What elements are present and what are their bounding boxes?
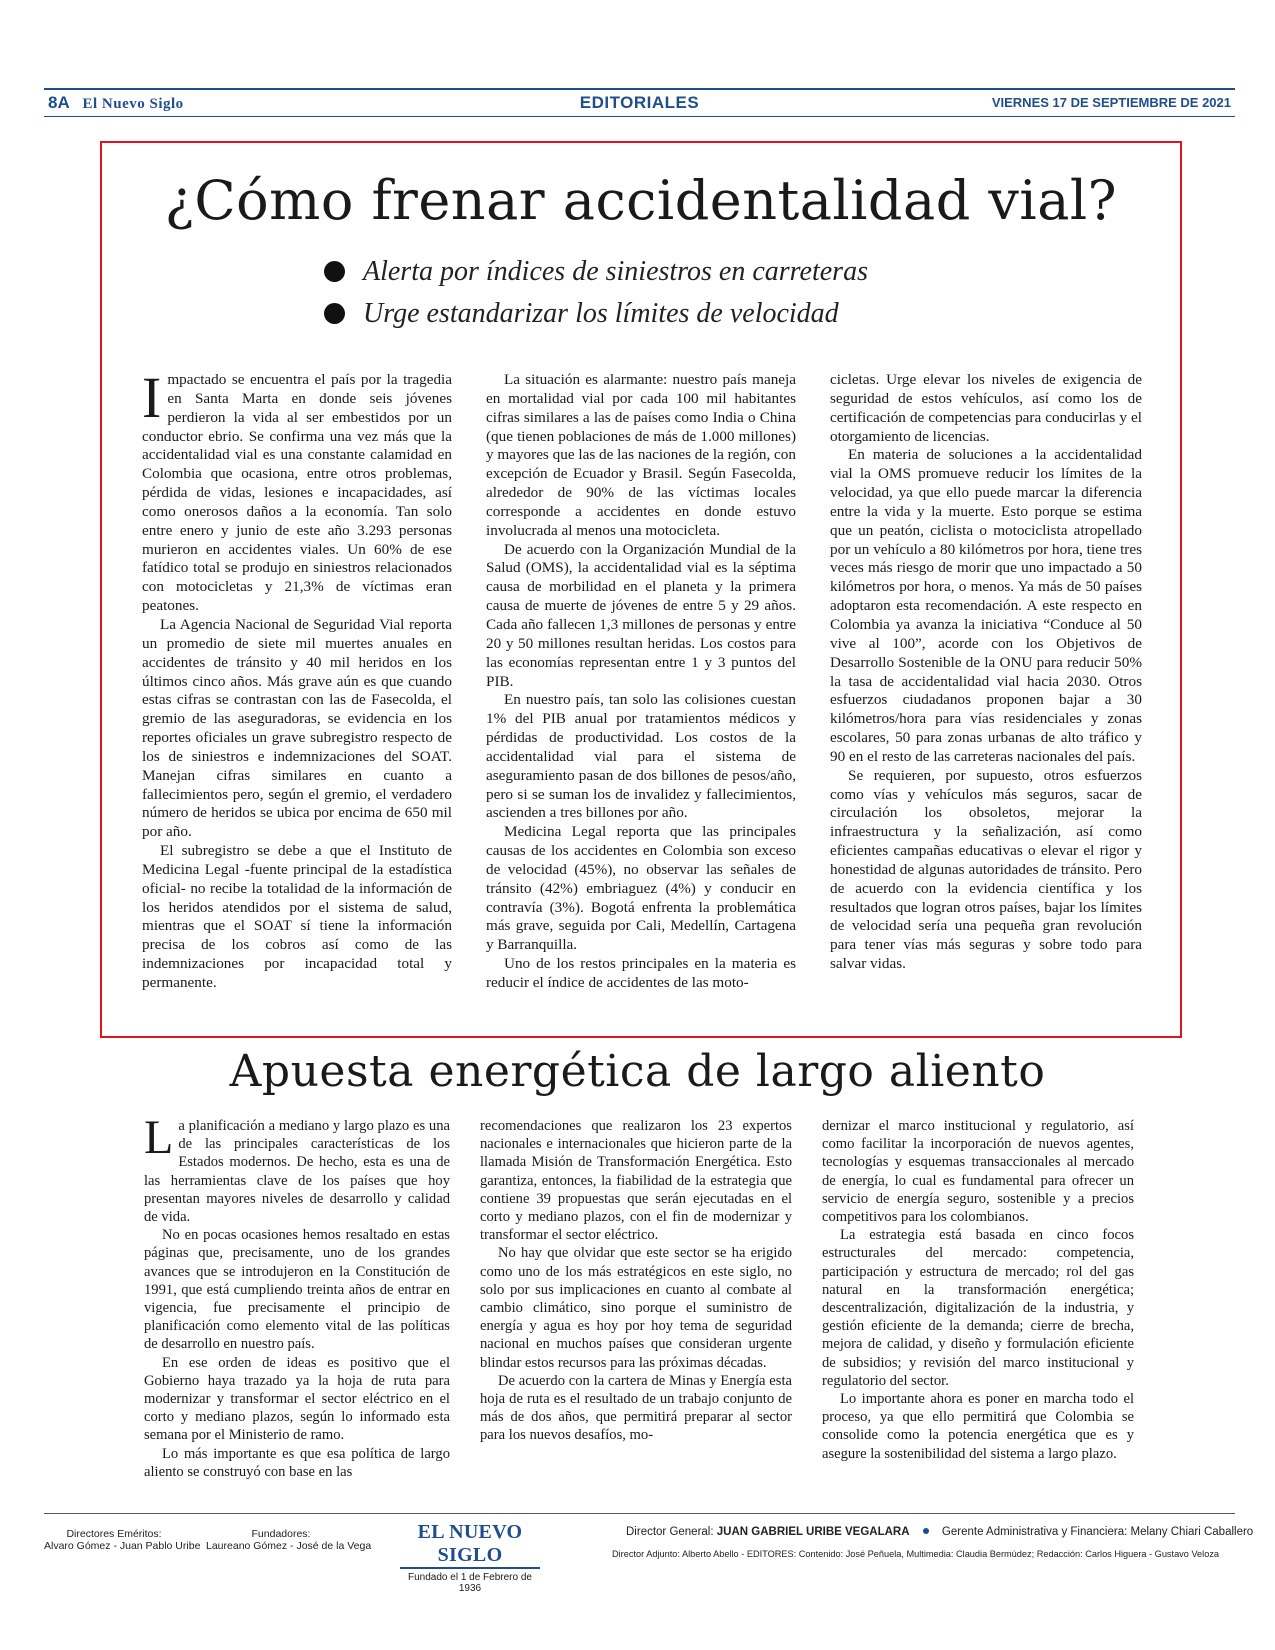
paragraph: Lo más importante es que esa política de largo aliento se construyó con base en las [144, 1445, 450, 1480]
bullet-item [324, 293, 868, 335]
page-header [44, 88, 1235, 117]
bullet-dot-icon [324, 303, 345, 324]
editorial1-body [142, 365, 1142, 993]
bullet-item [324, 251, 868, 293]
paragraph [142, 365, 452, 616]
fundadores-names: Laureano Gómez - José de la Vega [206, 1540, 372, 1552]
editorial2-body [144, 1111, 1134, 1481]
paragraph: La Agencia Nacional de Seguridad Vial reporta un promedio de siete mil muertes anuales en accidentes de tránsito y 40 mil heridos en los últimos cinco años. Más grave aún es que cuando estas cifras se contrastan con las de Fasecolda, el gremio de las aseguradoras, se evidencia en los reportes oficiales un grave subregistro respecto de los de siniestros e indemnizaciones del SOAT. Manejan cifras similares en cuanto a fallecimientos pero, según el gremio, el verdadero número de heridos se ubica por encima de 650 mil por año. [142, 615, 452, 841]
paragraph: Se requieren, por supuesto, otros esfuerzos como vías y vehículos más seguros, sacar de circulación los obsoletos, mejorar la infraestructura y la señalización, así como eficientes campañas educativas o elevar el rigor y honestidad de algunas autoridades de tránsito. Pero de acuerdo con la evidencia científica y los resultados que logran otros países, bajar los límites de velocidad sería una pequeña gran revolución para tener vías más seguras y sobre todo para salvar vidas. [830, 766, 1142, 973]
paragraph: cicletas. Urge elevar los niveles de exigencia de seguridad de estos vehículos, así como los de certificación de competencias para conducirlas y el otorgamiento de licencias. [830, 371, 1142, 445]
director-label: Director General: [626, 1526, 714, 1538]
editorial1-column-3 [830, 371, 1142, 993]
header-brand: El Nuevo Siglo [82, 96, 184, 112]
editorial1-column-1 [142, 365, 452, 993]
header-date: VIERNES 17 DE SEPTIEMBRE DE 2021 [991, 95, 1231, 110]
paragraph: La situación es alarmante: nuestro país maneja en mortalidad vial por cada 100 mil habitantes cifras similares a las de países como India o China (que tienen poblaciones de más de 1.000 millones) y mayores que las de las naciones de la región, con excepción de Ecuador y Brasil. Según Fasecolda, alrededor de 90% de las víctimas locales corresponde a accidentes en donde estuvo involucrada al menos una motocicleta. [486, 371, 796, 539]
paragraph: De acuerdo con la Organización Mundial de la Salud (OMS), la accidentalidad vial es la séptima causa de morbilidad en el planeta y la primera causa de muerte de jóvenes de entre 5 y 29 años. Cada año fallecen 1,3 millones de personas y entre 20 y 50 millones resultan heridas. Los costos para las economías representan entre 1 y 3 puntos del PIB. [486, 540, 796, 690]
paragraph: La estrategia está basada en cinco focos estructurales del mercado: competencia, participación y estructura de mercado; rol del gas natural en la transformación energética; descentralización, digitalización de la industria, y gestión eficiente de la demanda; cierre de brecha, mejora de calidad, y diseño y formulación eficiente de subsidios; y revisión del marco institucional y regulatorio del sector. [822, 1227, 1134, 1389]
paragraph: No hay que olvidar que este sector se ha erigido como uno de los más estratégicos en este siglo, no solo por sus implicaciones en cuanto al combate al cambio climático, sino porque el suministro de energía y agua es hoy por hoy tema de seguridad nacional en muchos países que consideran urgente blindar estos recursos para las próximas décadas. [480, 1245, 792, 1371]
footer-fundadores [206, 1528, 372, 1552]
editorial1-headline: ¿Cómo frenar accidentalidad vial? [164, 169, 1118, 232]
separator-dot-icon [923, 1528, 929, 1534]
section-title: EDITORIALES [579, 93, 700, 112]
footer-emeritos [44, 1528, 201, 1552]
fundadores-label: Fundadores: [251, 1528, 311, 1540]
footer-divider [44, 1513, 1235, 1514]
bullet-dot-icon [324, 261, 345, 282]
footer-logo [400, 1521, 540, 1594]
footer-management [626, 1526, 1253, 1538]
gerente-name: Melany Chiari Caballero [1130, 1526, 1254, 1538]
editorial1-bullets [324, 251, 868, 335]
paragraph: Uno de los restos principales en la materia es reducir el índice de accidentes de las moto- [486, 955, 796, 991]
footer-staff: Director Adjunto: Alberto Abello - EDITORES: Contenido: José Peñuela, Multimedia: Claudia Bermúdez; Redacción: Carlos Higuera - Gustavo Veloza [612, 1549, 1220, 1559]
paragraph-text: a planificación a mediano y largo plazo es una de las principales características de los Estados modernos. De hecho, esta es una de las herramientas clave de los países que hoy presentan mayores niveles de desarrollo y calidad de vida. [144, 1118, 450, 1226]
emeritos-names: Alvaro Gómez - Juan Pablo Uribe [44, 1540, 201, 1552]
emeritos-label: Directores Eméritos: [66, 1528, 162, 1540]
paragraph: Lo importante ahora es poner en marcha todo el proceso, ya que ello permitirá que Colombia se consolide como la potencia energética que es y asegure la sostenibilidad del sistema a largo plazo. [822, 1391, 1134, 1462]
drop-cap: I [142, 365, 162, 430]
editorial-box-accidentalidad [100, 141, 1182, 1038]
gerente-label: Gerente Administrativa y Financiera: [941, 1526, 1128, 1538]
bullet-text: Urge estandarizar los límites de velocidad [363, 298, 839, 329]
paragraph: dernizar el marco institucional y regulatorio, así como facilitar la incorporación de nuevos agentes, tecnologías y esquemas transaccionales al mercado de energía, lo cual es fundamental para ofrecer un servicio de energía seguro, sostenible y a precios competitivos para los colombianos. [822, 1118, 1134, 1226]
footer-brand: EL NUEVO SIGLO [400, 1521, 540, 1569]
editorial2-column-1 [144, 1111, 450, 1481]
drop-cap: L [144, 1111, 174, 1164]
paragraph: Medicina Legal reporta que las principales causas de los accidentes en Colombia son exceso de velocidad (45%), no observar las señales de tránsito (42%) embriaguez (4%) y conducir en contravía (3%). Bogotá enfrenta la problemática más grave, seguida por Cali, Medellín, Cartagena y Barranquilla. [486, 823, 796, 954]
editorial2-column-3 [822, 1117, 1134, 1481]
paragraph: De acuerdo con la cartera de Minas y Energía esta hoja de ruta es el resultado de un trabajo conjunto de más de dos años, que permitirá preparar al sector para los nuevos desafíos, mo- [480, 1372, 792, 1444]
editorial2-column-2 [480, 1117, 792, 1481]
editorial1-column-2 [486, 371, 796, 993]
footer-founded: Fundado el 1 de Febrero de 1936 [408, 1572, 532, 1594]
paragraph: En ese orden de ideas es positivo que el Gobierno haya trazado ya la hoja de ruta para modernizar y transformar el sector eléctrico en el corto y mediano plazos, según lo informado esta semana por el Ministerio de ramo. [144, 1354, 450, 1444]
paragraph: En materia de soluciones a la accidentalidad vial la OMS promueve reducir los límites de la velocidad, ya que ello puede marcar la diferencia entre la vida y la muerte. Esto porque se estima que un peatón, ciclista o motociclista atropellado por un vehículo a 80 kilómetros por hora, tiene tres veces más riesgo de morir que uno impactado a 50 kilómetros por hora, o menos. Ya más de 50 países adoptaron esta recomendación. A este respecto en Colombia ya avanza la iniciativa “Conduce al 50 vive al 100”, acorde con los Objetivos de Desarrollo Sostenible de la ONU para reducir 50% la tasa de accidentalidad vial hacia 2030. Otros esfuerzos ciudadanos proponen bajar a 30 kilómetros/hora para vías residenciales y zonas escolares, 50 para zonas urbanas de alto tráfico y 90 en el resto de las carreteras nacionales del país. [830, 446, 1142, 765]
paragraph: En nuestro país, tan solo las colisiones cuestan 1% del PIB anual por tratamientos médicos y pérdidas de productividad. Los costos de la accidentalidad vial para el sistema de aseguramiento pasan de dos billones de pesos/año, pero si se suman los de invalidez y fallecimientos, ascienden a tres billones por año. [486, 691, 796, 822]
page-number: 8A [48, 93, 70, 112]
director-name: JUAN GABRIEL URIBE VEGALARA [716, 1526, 910, 1538]
paragraph: El subregistro se debe a que el Instituto de Medicina Legal -fuente principal de la estadística oficial- no recibe la totalidad de la información de los heridos atendidos por el sistema de salud, mientras que el SOAT sí tiene la información precisa de los cobros así como de las indemnizaciones por incapacidad total y permanente. [142, 842, 452, 991]
paragraph [144, 1111, 450, 1226]
paragraph-text: mpactado se encuentra el país por la tragedia en Santa Marta en donde seis jóvenes perdieron la vida al ser embestidos por un conductor ebrio. Se confirma una vez más que la accidentalidad vial es una constante calamidad en Colombia que ocasiona, entre otros problemas, pérdida de vidas, lesiones e incapacidades, así como onerosos daños a la economía. Tan solo entre enero y junio de este año 3.293 personas murieron en accidentes viales. Un 60% de ese fatídico total se produjo en siniestros relacionados con motocicletas y 21,3% de víctimas eran peatones. [142, 371, 452, 615]
bullet-text: Alerta por índices de siniestros en carreteras [363, 256, 868, 287]
paragraph: No en pocas ocasiones hemos resaltado en estas páginas que, precisamente, uno de los grandes avances que se introdujeron en la Constitución de 1991, que está cumpliendo treinta años de entrar en vigencia, fue precisamente el principio de planificación como elemento vital de las políticas de desarrollo en nuestro país. [144, 1227, 450, 1353]
paragraph: recomendaciones que realizaron los 23 expertos nacionales e internacionales que hicieron parte de la llamada Misión de Transformación Energética. Esto garantiza, entonces, la fiabilidad de la estrategia que contiene 39 propuestas que serán ejecutadas en el corto y mediano plazos, con el fin de modernizar y transformar el sector eléctrico. [480, 1118, 792, 1244]
editorial2-headline: Apuesta energética de largo aliento [229, 1046, 1046, 1097]
